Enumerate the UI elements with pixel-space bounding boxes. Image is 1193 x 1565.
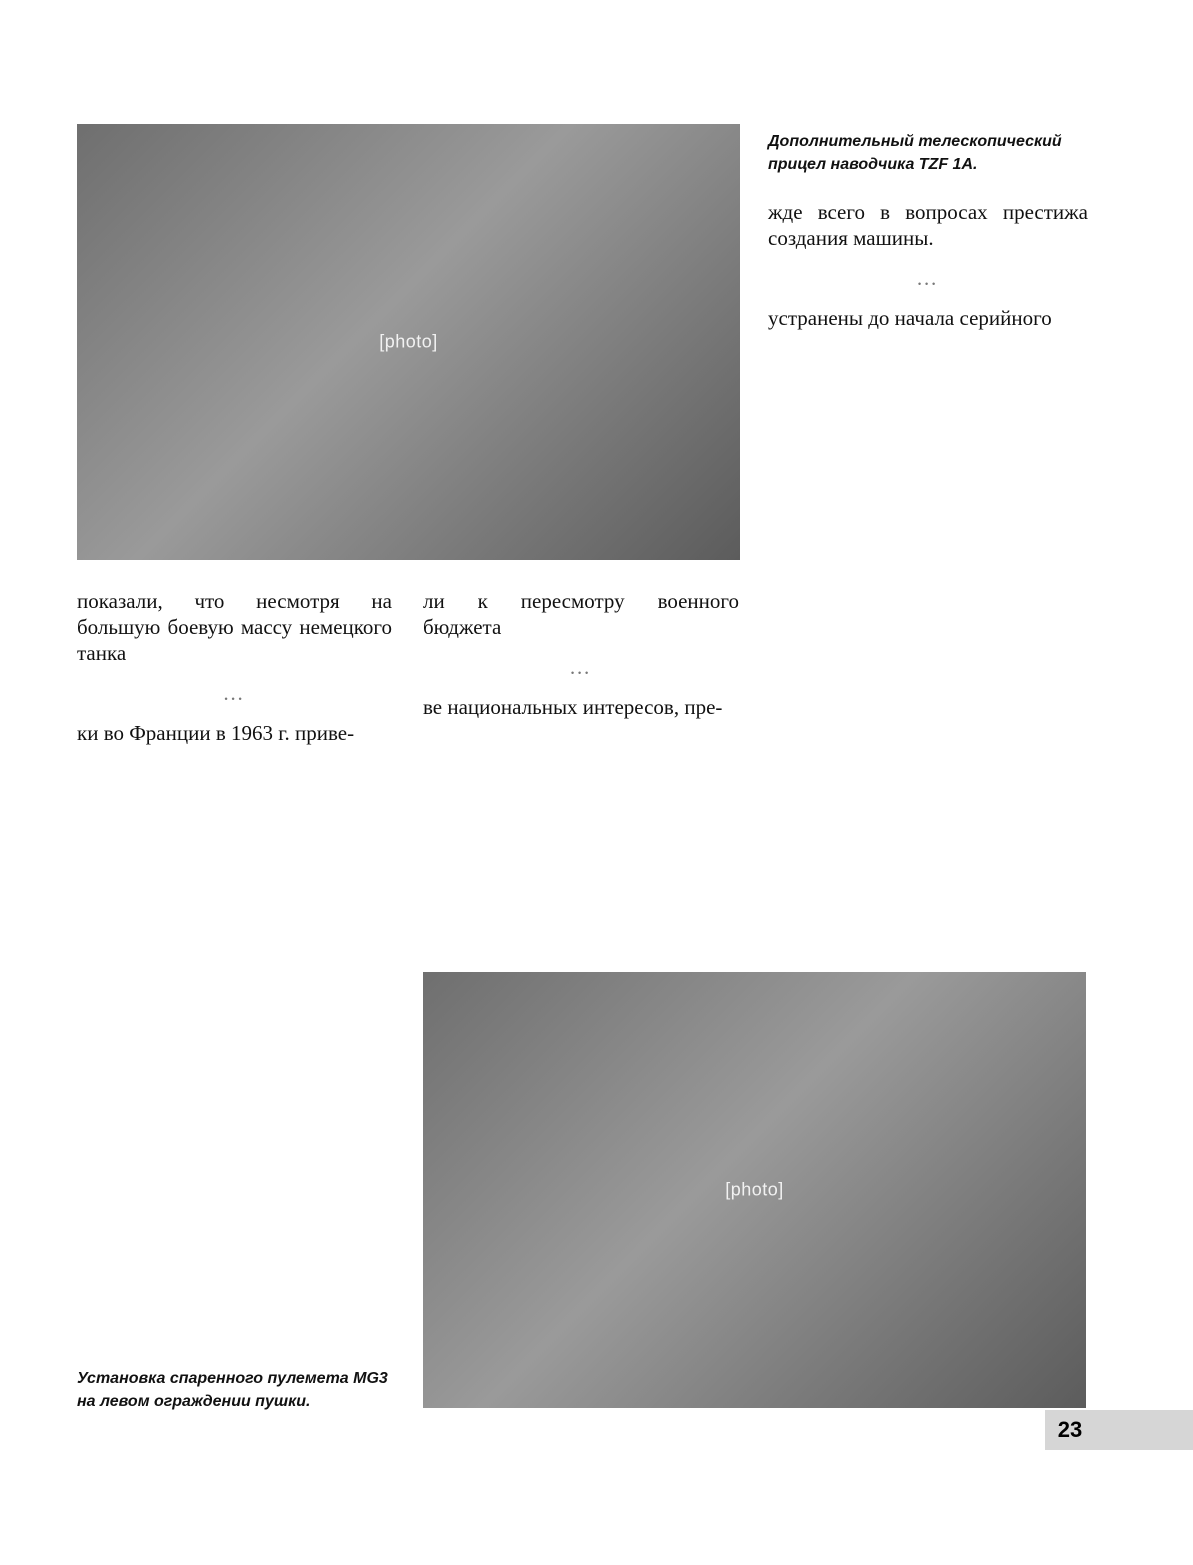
- article-column-left: [77, 588, 392, 746]
- sight-photo-caption: Дополнительный телескопический прицел наводчика TZF 1A.: [768, 133, 1062, 173]
- article-column-middle: [423, 588, 739, 720]
- machine-gun-photo: [423, 972, 1086, 1408]
- column-closing: устранены до начала серийного: [768, 306, 1052, 330]
- text-elided-marker: …: [917, 266, 939, 290]
- text-elided-marker: …: [570, 655, 592, 679]
- column-closing: ки во Франции в 1963 г. приве-: [77, 721, 355, 745]
- article-column-right: [768, 199, 1088, 331]
- column-opening: жде всего в вопросах престижа создания машины.: [768, 200, 1088, 250]
- machine-gun-photo-caption: Установка спаренного пулемета MG3 на левом ограждении пушки.: [77, 1370, 388, 1410]
- column-closing: ве национальных интересов, пре-: [423, 695, 723, 719]
- photo-placeholder-label: [photo]: [379, 331, 438, 352]
- sight-photo: [77, 124, 740, 560]
- page-number: 23: [1057, 1417, 1083, 1442]
- column-opening: ли к пересмотру военного бюджета: [423, 589, 739, 639]
- page-number-tab: [1045, 1410, 1193, 1450]
- photo-placeholder-label: [photo]: [725, 1179, 784, 1200]
- text-elided-marker: …: [224, 681, 245, 705]
- column-opening: показали, что несмотря на большую боевую массу немецкого танка: [77, 589, 392, 665]
